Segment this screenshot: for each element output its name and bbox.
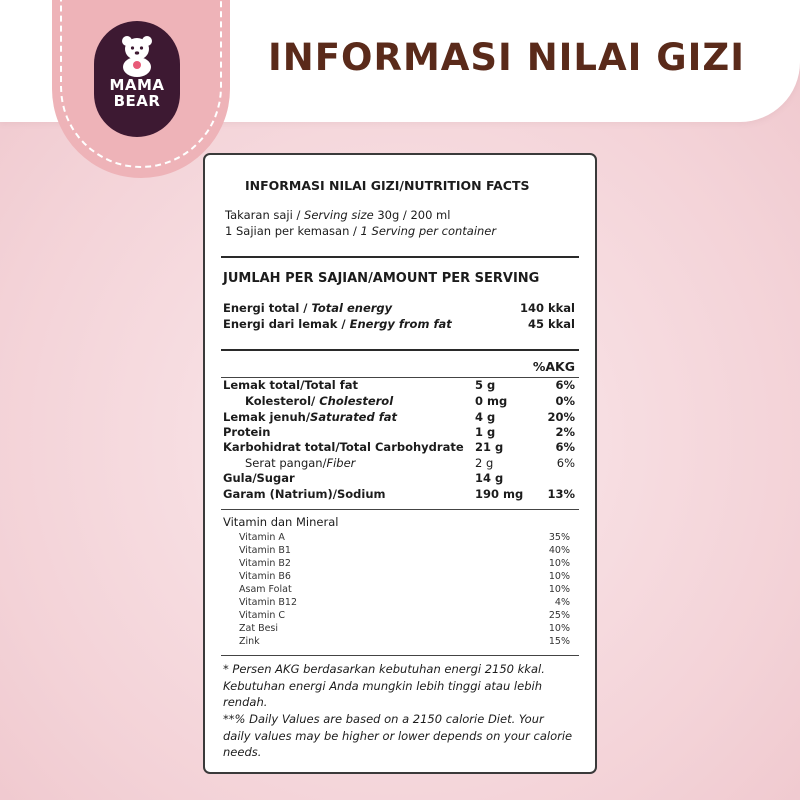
energy-value: 140 kkal bbox=[519, 301, 575, 315]
brand-logo bbox=[94, 21, 180, 137]
footnote-daily-values: **% Daily Values are based on a 2150 calorie Diet. Your daily values may be higher or lower depends on your calorie needs. bbox=[223, 712, 573, 759]
nutrient-amount: 0 mg bbox=[475, 394, 508, 408]
serving-size-value: 30g / 200 ml bbox=[373, 208, 451, 222]
vitamin-pct: 10% bbox=[548, 584, 570, 595]
nutrient-pct: 6% bbox=[555, 378, 575, 392]
nutrient-pct: 2% bbox=[555, 425, 575, 439]
vitamin-pct: 4% bbox=[554, 597, 570, 608]
akg-header: %AKG bbox=[532, 359, 575, 374]
nutrient-amount: 14 g bbox=[475, 471, 504, 485]
vitamin-pct: 10% bbox=[548, 558, 570, 569]
nutrient-amount: 190 mg bbox=[475, 487, 524, 501]
nutrient-amount: 2 g bbox=[475, 456, 494, 470]
page-title: INFORMASI NILAI GIZI bbox=[268, 36, 746, 79]
nutrient-label-en: Total fat bbox=[304, 378, 359, 392]
nutrient-pct: 13% bbox=[547, 487, 575, 501]
nutrient-amount: 1 g bbox=[475, 425, 496, 439]
energy-fat-value: 45 kkal bbox=[527, 317, 575, 331]
vitamin-pct: 10% bbox=[548, 623, 570, 634]
serving-size-label-en: Serving size bbox=[304, 208, 374, 222]
energy-label-en: Total energy bbox=[311, 301, 393, 315]
energy-row bbox=[223, 301, 392, 315]
vitamin-name: Vitamin C bbox=[239, 610, 286, 621]
vitamin-name: Vitamin B2 bbox=[239, 558, 291, 569]
vitamin-pct: 25% bbox=[548, 610, 570, 621]
bear-icon bbox=[117, 33, 157, 77]
servings-per-label-id: 1 Sajian per kemasan / bbox=[225, 224, 361, 238]
nutrient-sodium: Garam (Natrium)/Sodium bbox=[223, 487, 386, 501]
nutrient-total-fat bbox=[223, 378, 358, 392]
amount-per-serving-title: JUMLAH PER SAJIAN/AMOUNT PER SERVING bbox=[223, 271, 540, 286]
nutrient-label-en: Saturated fat bbox=[310, 410, 397, 424]
vitamin-pct: 10% bbox=[548, 571, 570, 582]
vitamin-name: Asam Folat bbox=[239, 584, 292, 595]
serving-size-label-id: Takaran saji / bbox=[225, 208, 305, 222]
vitamin-name: Vitamin B1 bbox=[239, 545, 291, 556]
divider-thin bbox=[221, 655, 579, 656]
nutrient-pct: 6% bbox=[555, 440, 575, 454]
serving-size bbox=[225, 208, 450, 222]
nutrient-cholesterol bbox=[245, 394, 393, 408]
nutrient-label: Lemak jenuh/ bbox=[223, 410, 311, 424]
vitamin-name: Vitamin B6 bbox=[239, 571, 291, 582]
divider-thick bbox=[221, 256, 579, 258]
nutrient-sugar: Gula/Sugar bbox=[223, 471, 295, 485]
nutrient-pct: 6% bbox=[556, 456, 575, 470]
vitamin-pct: 35% bbox=[548, 532, 570, 543]
servings-per-label-en: 1 Serving per container bbox=[360, 224, 497, 238]
nutrient-amount: 21 g bbox=[475, 440, 504, 454]
servings-per-container bbox=[225, 224, 496, 238]
vitamin-name: Vitamin B12 bbox=[239, 597, 298, 608]
nutrient-label-en: Fiber bbox=[326, 456, 356, 470]
nutrient-amount: 5 g bbox=[475, 378, 496, 392]
vitamin-name: Vitamin A bbox=[239, 532, 285, 543]
nutrient-pct: 20% bbox=[547, 410, 575, 424]
nutrient-pct: 0% bbox=[555, 394, 575, 408]
logo-text-mama: MAMA bbox=[109, 76, 165, 94]
footnote-akg: * Persen AKG berdasarkan kebutuhan energi 2150 kkal. Kebutuhan energi Anda mungkin lebih tinggi atau lebih rendah. bbox=[223, 662, 545, 709]
energy-label-id: Energi total / bbox=[223, 301, 312, 315]
nutrition-facts-title: INFORMASI NILAI GIZI/NUTRITION FACTS bbox=[245, 178, 530, 193]
energy-fat-row bbox=[223, 317, 452, 331]
nutrient-label-en: Cholesterol bbox=[319, 394, 394, 408]
nutrient-amount: 4 g bbox=[475, 410, 496, 424]
energy-fat-label-id: Energi dari lemak / bbox=[223, 317, 350, 331]
vitamin-name: Zat Besi bbox=[239, 623, 279, 634]
nutrient-fiber bbox=[245, 456, 355, 470]
nutrient-protein: Protein bbox=[223, 425, 271, 439]
vitamin-pct: 40% bbox=[548, 545, 570, 556]
divider-thick bbox=[221, 349, 579, 351]
divider-thin bbox=[221, 509, 579, 510]
vitamin-name: Zink bbox=[239, 636, 260, 647]
nutrient-label: Serat pangan/ bbox=[245, 456, 327, 470]
vitamin-mineral-title: Vitamin dan Mineral bbox=[223, 515, 339, 529]
nutrition-facts-panel bbox=[203, 153, 597, 774]
nutrient-carbohydrate: Karbohidrat total/Total Carbohydrate bbox=[223, 440, 464, 454]
energy-fat-label-en: Energy from fat bbox=[349, 317, 452, 331]
nutrient-saturated-fat bbox=[223, 410, 397, 424]
logo-text-bear: BEAR bbox=[113, 92, 161, 110]
nutrient-label: Kolesterol/ bbox=[245, 394, 320, 408]
nutrient-label: Lemak total/ bbox=[223, 378, 305, 392]
vitamin-pct: 15% bbox=[548, 636, 570, 647]
